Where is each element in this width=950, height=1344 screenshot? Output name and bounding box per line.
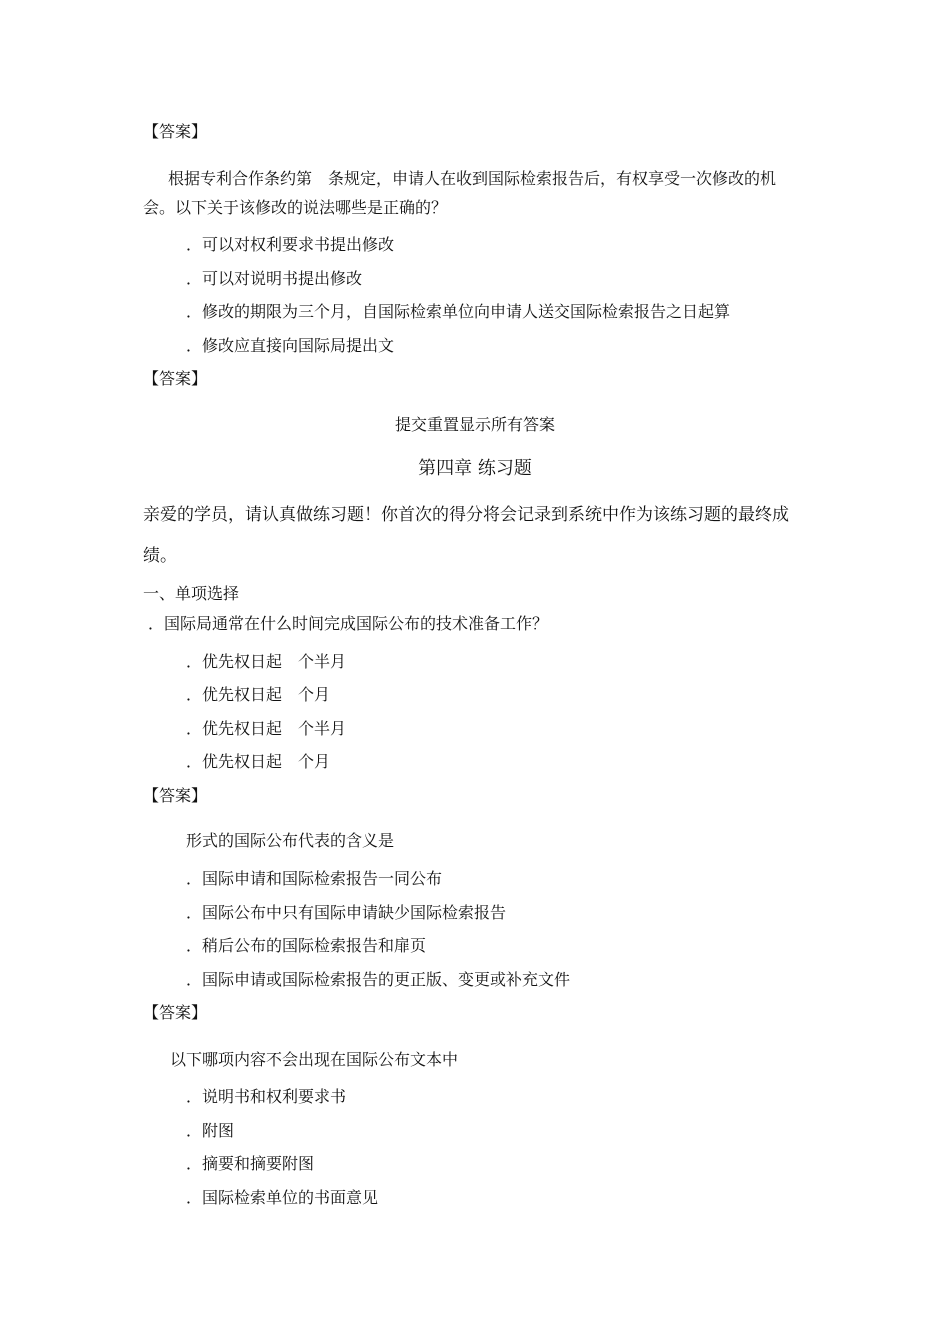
answer-label: 【答案】 [143,1003,208,1022]
option-item[interactable]: ．摘要和摘要附图 [186,1154,315,1173]
option-item[interactable]: ．修改应直接向国际局提出文 [186,336,395,355]
chapter-title: 第四章 练习题 [418,458,532,479]
option-item[interactable]: ．稍后公布的国际检索报告和扉页 [186,936,427,955]
option-item[interactable]: ．优先权日起 个半月 [186,719,347,738]
answer-label: 【答案】 [143,122,208,141]
option-item[interactable]: ．优先权日起 个月 [186,685,331,704]
question-stem: 形式的国际公布代表的含义是 [186,831,395,850]
option-item[interactable]: ．国际检索单位的书面意见 [186,1188,379,1207]
action-links [0,417,950,433]
option-item[interactable]: ．优先权日起 个月 [186,752,331,771]
question-stem: ．国际局通常在什么时间完成国际公布的技术准备工作？ [148,614,549,633]
option-item[interactable]: ．可以对说明书提出修改 [186,269,363,288]
option-item[interactable]: ．说明书和权利要求书 [186,1087,347,1106]
option-item[interactable]: ．国际申请和国际检索报告一同公布 [186,869,443,888]
option-item[interactable]: ．附图 [186,1121,235,1140]
intro-text: 亲爱的学员，请认真做练习题！你首次的得分将会记录到系统中作为该练习题的最终成 [143,505,789,525]
option-item[interactable]: ．国际申请或国际检索报告的更正版、变更或补充文件 [186,970,571,989]
option-item[interactable]: ．可以对权利要求书提出修改 [186,235,395,254]
option-item[interactable]: ．优先权日起 个半月 [186,652,347,671]
section-heading: 一、单项选择 [143,584,240,603]
show-all-answers-link[interactable]: 显示所有答案 [459,415,556,434]
intro-text: 绩。 [143,546,177,566]
question-stem: 以下哪项内容不会出现在国际公布文本中 [170,1050,459,1069]
answer-label: 【答案】 [143,786,208,805]
option-item[interactable]: ．国际公布中只有国际申请缺少国际检索报告 [186,903,507,922]
option-item[interactable]: ．修改的期限为三个月，自国际检索单位向申请人送交国际检索报告之日起算 [186,302,731,321]
question-stem-line: 根据专利合作条约第 条规定，申请人在收到国际检索报告后，有权享受一次修改的机 [168,169,777,188]
answer-label: 【答案】 [143,369,208,388]
submit-link[interactable]: 提交 [394,415,427,434]
reset-link[interactable]: 重置 [426,415,459,434]
question-stem-line: 会。以下关于该修改的说法哪些是正确的？ [143,198,448,217]
